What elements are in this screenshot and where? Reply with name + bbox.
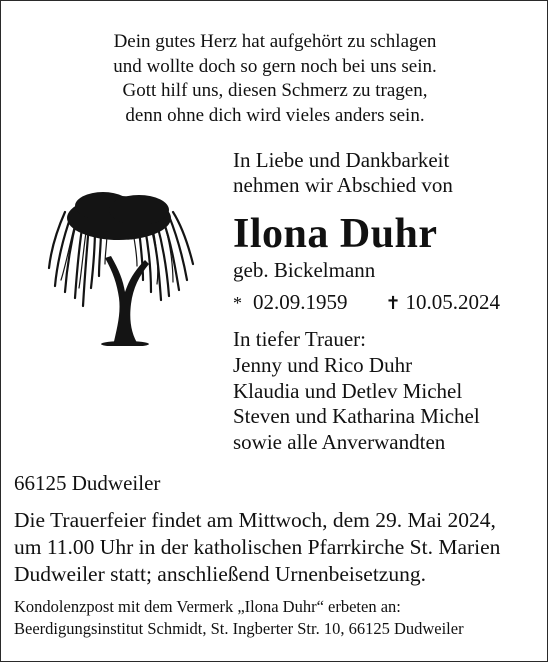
cross-icon: ✝ [385, 293, 401, 313]
ceremony-line: um 11.00 Uhr in der katholischen Pfarrkirche St. Marien [14, 535, 501, 559]
deceased-name: Ilona Duhr [233, 211, 438, 257]
mourner-line: Jenny und Rico Duhr [233, 352, 413, 377]
mourner-line: sowie alle Anverwandten [233, 430, 446, 455]
condolence-address [14, 596, 544, 640]
farewell-intro [233, 148, 533, 198]
condolence-line: Kondolenzpost mit dem Vermerk „Ilona Duhr“ erbeten an: [14, 597, 401, 616]
mourner-line: In tiefer Trauer: [233, 327, 366, 351]
poem-line: und wollte doch so gern noch bei uns sein. [113, 55, 437, 77]
birth-date: 02.09.1959 [253, 290, 348, 314]
poem-line: Gott hilf uns, diesen Schmerz zu tragen, [122, 80, 428, 101]
intro-line: nehmen wir Abschied von [233, 173, 453, 197]
star-icon: * [233, 293, 242, 313]
weeping-willow-icon [43, 188, 195, 346]
mourners-list [233, 327, 533, 456]
birth-name: geb. Bickelmann [233, 258, 376, 282]
life-dates [233, 289, 533, 316]
ceremony-line: Dudweiler statt; anschließend Urnenbeisetzung. [14, 562, 426, 586]
funeral-ceremony-info [14, 507, 544, 588]
poem-line: Dein gutes Herz hat aufgehört zu schlagen [113, 31, 437, 52]
intro-line: In Liebe und Dankbarkeit [233, 148, 450, 172]
ceremony-line: Die Trauerfeier findet am Mittwoch, dem 29. Mai 2024, [14, 508, 496, 532]
mourner-line: Klaudia und Detlev Michel [233, 378, 463, 403]
death-date: 10.05.2024 [405, 290, 500, 314]
location: 66125 Dudweiler [14, 471, 161, 495]
poem-line: denn ohne dich wird vieles anders sein. [125, 104, 425, 126]
mourner-line: Steven und Katharina Michel [233, 404, 480, 429]
memorial-poem [0, 30, 550, 128]
condolence-line: Beerdigungsinstitut Schmidt, St. Ingberter Str. 10, 66125 Dudweiler [14, 619, 464, 638]
